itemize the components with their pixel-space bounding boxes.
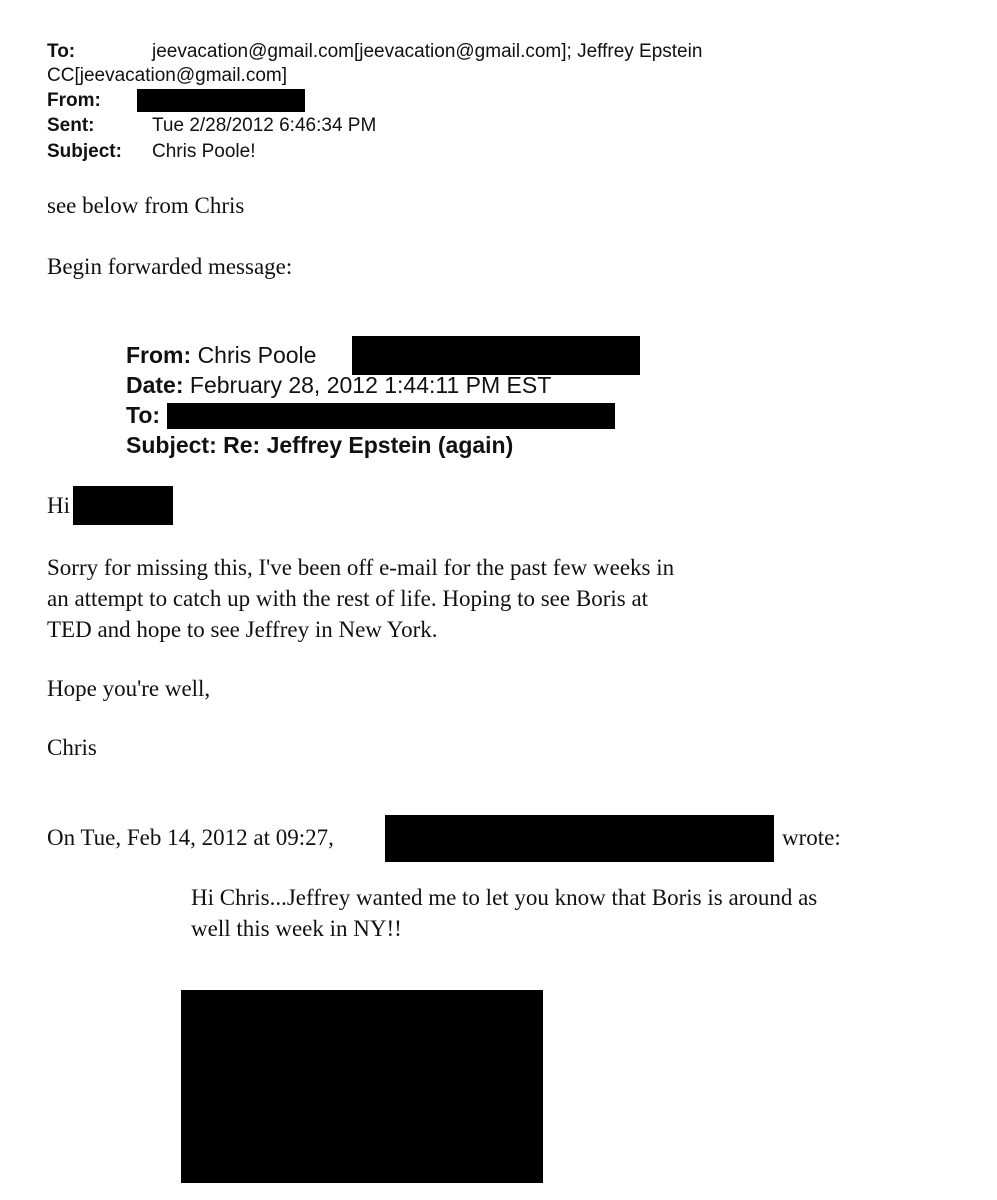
redaction-from — [137, 89, 305, 112]
cc-line: CC[jeevacation@gmail.com] — [47, 65, 287, 86]
quote-attribution-suffix: wrote: — [782, 825, 841, 850]
to-label: To: — [47, 41, 76, 62]
closing: Hope you're well, — [47, 676, 211, 701]
body-line-1: Sorry for missing this, I've been off e-mail for the past few weeks in — [47, 555, 675, 580]
greeting: Hi — [47, 493, 70, 518]
quoted-line-1: Hi Chris...Jeffrey wanted me to let you know that Boris is around as — [191, 885, 818, 910]
redaction-signature-block — [181, 990, 543, 1183]
forward-notice: Begin forwarded message: — [47, 254, 293, 279]
body-line-2: an attempt to catch up with the rest of life. Hoping to see Boris at — [47, 586, 649, 611]
from-label: From: — [47, 90, 101, 111]
fwd-subject-line — [126, 430, 513, 460]
subject-value: Chris Poole! — [152, 141, 256, 162]
intro-line: see below from Chris — [47, 193, 245, 218]
fwd-date-label: Date: — [126, 372, 184, 398]
redaction-fwd-to — [167, 403, 615, 429]
redaction-quote-sender — [385, 815, 774, 862]
quote-attribution-prefix: On Tue, Feb 14, 2012 at 09:27, — [47, 825, 334, 850]
fwd-to-line — [126, 400, 160, 430]
subject-label: Subject: — [47, 141, 122, 162]
sent-value: Tue 2/28/2012 6:46:34 PM — [152, 115, 377, 136]
fwd-date-line — [126, 370, 551, 400]
sent-label: Sent: — [47, 115, 95, 136]
quoted-line-2: well this week in NY!! — [191, 916, 402, 941]
fwd-to-label: To: — [126, 402, 161, 428]
redaction-greeting-name — [73, 486, 173, 525]
fwd-from-value: Chris Poole — [197, 342, 317, 368]
body-line-3: TED and hope to see Jeffrey in New York. — [47, 617, 438, 642]
fwd-subject-label: Subject: — [126, 432, 217, 458]
to-value: jeevacation@gmail.com[jeevacation@gmail.com]; Jeffrey Epstein — [152, 41, 703, 62]
fwd-from-label: From: — [126, 342, 192, 368]
signature: Chris — [47, 735, 97, 760]
fwd-subject-value: Re: Jeffrey Epstein (again) — [223, 432, 514, 458]
fwd-date-value: February 28, 2012 1:44:11 PM EST — [189, 372, 552, 398]
fwd-from-line — [126, 340, 316, 370]
